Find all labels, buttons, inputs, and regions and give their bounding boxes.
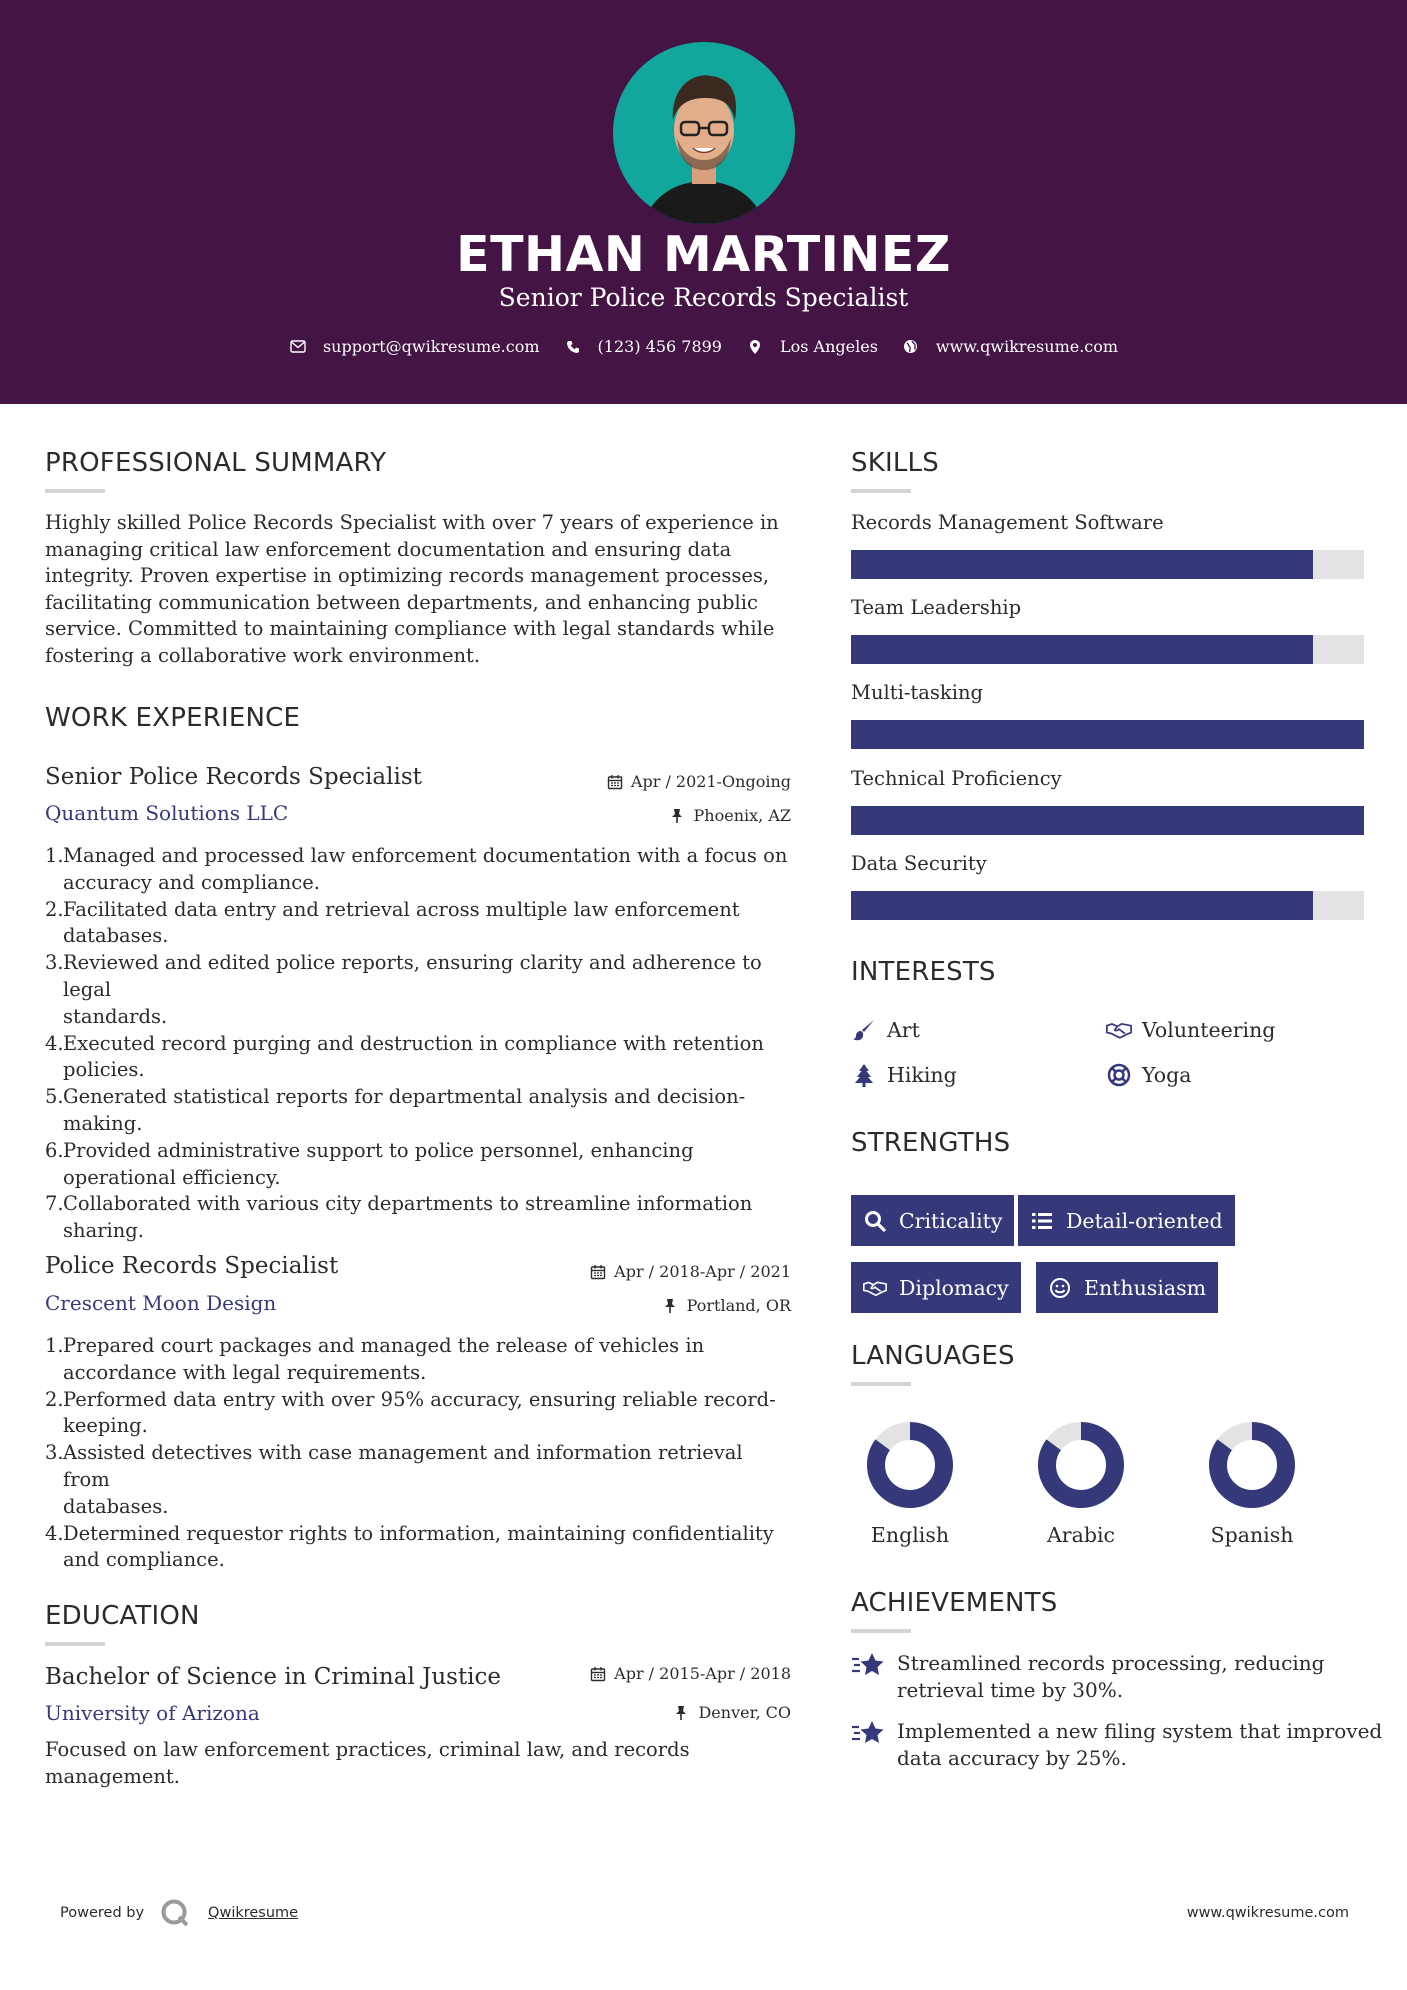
interest-item xyxy=(1106,1017,1275,1043)
list-item: 4. Determined requestor rights to information, maintaining confidentiality and compliance. xyxy=(45,1521,774,1572)
brand-link[interactable]: Qwikresume xyxy=(208,1905,299,1921)
achievement-line: Implemented a new filing system that improved xyxy=(897,1719,1383,1743)
job-location xyxy=(500,806,791,825)
skill-bar-fill xyxy=(851,550,1313,579)
contact-website[interactable] xyxy=(902,337,1118,356)
languages-heading-rule xyxy=(851,1382,911,1386)
skill-label: Team Leadership xyxy=(851,596,1022,619)
skill-bar-fill xyxy=(851,806,1364,835)
education-description: Focused on law enforcement practices, criminal law, and records management. xyxy=(45,1738,690,1788)
language-label: English xyxy=(870,1523,950,1547)
pushpin-icon xyxy=(670,808,686,824)
strength-tag xyxy=(1018,1195,1235,1246)
contact-email-text: support@qwikresume.com xyxy=(322,337,540,356)
smile-icon xyxy=(1048,1276,1072,1300)
candidate-name: ETHAN MARTINEZ xyxy=(456,226,951,283)
contact-location xyxy=(746,337,878,356)
language-label: Spanish xyxy=(1210,1523,1294,1547)
map-pin-icon xyxy=(746,338,764,356)
job-location-text: Portland, OR xyxy=(686,1296,791,1315)
languages-heading: LANGUAGES xyxy=(851,1341,1015,1371)
experience-heading: WORK EXPERIENCE xyxy=(45,703,301,733)
job-location-text: Phoenix, AZ xyxy=(693,806,791,825)
skill-bar-fill xyxy=(851,635,1313,664)
skill-bar-fill xyxy=(851,720,1364,749)
pushpin-icon xyxy=(674,1705,690,1721)
summary-heading-rule xyxy=(45,489,105,493)
education-location xyxy=(500,1703,791,1722)
job-title: Police Records Specialist xyxy=(45,1253,339,1279)
calendar-icon xyxy=(607,774,623,790)
list-item: 2. Facilitated data entry and retrieval across multiple law enforcement databases. xyxy=(45,897,740,948)
strength-label: Diplomacy xyxy=(899,1275,1009,1300)
interest-label: Yoga xyxy=(1142,1063,1192,1087)
list-item: 2. Performed data entry with over 95% accuracy, ensuring reliable record- keeping. xyxy=(45,1387,776,1438)
language-chart xyxy=(1192,1420,1312,1510)
language-donut xyxy=(1036,1420,1126,1510)
envelope-icon xyxy=(289,338,307,356)
interest-item xyxy=(1106,1062,1191,1088)
contact-website-text: www.qwikresume.com xyxy=(935,337,1119,356)
list-icon xyxy=(1030,1209,1054,1233)
school-name: University of Arizona xyxy=(45,1701,260,1725)
candidate-role: Senior Police Records Specialist xyxy=(498,283,909,312)
job-duties-list xyxy=(45,1333,795,1574)
summary-line: facilitating communication between departments, and enhancing public xyxy=(45,590,758,614)
calendar-icon xyxy=(590,1264,606,1280)
skill-bar xyxy=(851,720,1364,749)
handshake-icon xyxy=(863,1276,887,1300)
pushpin-icon xyxy=(663,1298,679,1314)
list-item: 7. Collaborated with various city departments to streamline information sharing. xyxy=(45,1192,753,1243)
education-heading-rule xyxy=(45,1642,105,1646)
globe-icon xyxy=(902,338,920,356)
job-dates-text: Apr / 2018-Apr / 2021 xyxy=(614,1262,791,1281)
star-icon xyxy=(851,1718,885,1750)
contact-bar xyxy=(0,337,1407,356)
search-icon xyxy=(863,1209,887,1233)
achievements-heading: ACHIEVEMENTS xyxy=(851,1588,1058,1618)
strength-label: Detail-oriented xyxy=(1066,1208,1223,1233)
achievement-item xyxy=(851,1650,1324,1704)
skill-label: Data Security xyxy=(851,852,987,875)
strength-tag xyxy=(1036,1262,1218,1313)
skill-label: Multi-tasking xyxy=(851,681,983,704)
job-title: Senior Police Records Specialist xyxy=(45,764,422,790)
strength-label: Criticality xyxy=(899,1208,1003,1233)
contact-location-text: Los Angeles xyxy=(779,337,878,356)
language-donut xyxy=(1207,1420,1297,1510)
contact-phone-text: (123) 456 7899 xyxy=(597,337,722,356)
skill-bar-fill xyxy=(851,891,1313,920)
skill-bar xyxy=(851,635,1364,664)
list-item: 1. Prepared court packages and managed the release of vehicles in accordance with legal requirements. xyxy=(45,1334,705,1384)
summary-line: fostering a collaborative work environment. xyxy=(45,643,481,667)
education-location-text: Denver, CO xyxy=(698,1703,791,1722)
job-dates-text: Apr / 2021-Ongoing xyxy=(630,772,791,791)
summary-line: integrity. Proven expertise in optimizing records management processes, xyxy=(45,564,770,588)
language-donut xyxy=(865,1420,955,1510)
paintbrush-icon xyxy=(851,1017,877,1043)
language-chart xyxy=(850,1420,970,1510)
list-item: 5. Generated statistical reports for departmental analysis and decision- making. xyxy=(45,1085,746,1135)
language-chart xyxy=(1021,1420,1141,1510)
language-label: Arabic xyxy=(1047,1523,1115,1547)
summary-line: Highly skilled Police Records Specialist with over 7 years of experience in xyxy=(45,511,779,534)
achievement-line: Streamlined records processing, reducing xyxy=(897,1651,1325,1675)
list-item: 4. Executed record purging and destruction in compliance with retention policies. xyxy=(45,1031,764,1082)
contact-phone[interactable] xyxy=(564,337,722,356)
degree-title: Bachelor of Science in Criminal Justice xyxy=(45,1664,502,1690)
interest-item xyxy=(851,1062,957,1088)
achievement-item xyxy=(851,1718,1382,1772)
summary-line: managing critical law enforcement documentation and ensuring data xyxy=(45,537,732,561)
calendar-icon xyxy=(590,1666,606,1682)
footer-url[interactable]: www.qwikresume.com xyxy=(1186,1905,1349,1921)
skill-label: Technical Proficiency xyxy=(851,767,1062,790)
list-item: 3. Assisted detectives with case management and information retrieval from databases. xyxy=(45,1441,743,1518)
resume-header xyxy=(0,0,1407,404)
interest-label: Art xyxy=(887,1018,920,1042)
list-item: 6. Provided administrative support to police personnel, enhancing operational efficiency. xyxy=(45,1138,694,1189)
profile-photo xyxy=(613,42,795,224)
footer-powered-by xyxy=(60,1898,298,1928)
strength-tag xyxy=(851,1262,1021,1313)
interest-item xyxy=(851,1017,920,1043)
job-dates xyxy=(500,772,791,791)
education-heading: EDUCATION xyxy=(45,1601,200,1631)
star-icon xyxy=(851,1650,885,1682)
achievement-line: data accuracy by 25%. xyxy=(897,1745,1127,1770)
list-item: 1. Managed and processed law enforcement documentation with a focus on accuracy and compliance. xyxy=(45,844,788,894)
contact-email[interactable] xyxy=(289,337,540,356)
job-dates xyxy=(500,1262,791,1281)
strengths-heading: STRENGTHS xyxy=(851,1128,1011,1158)
interest-label: Hiking xyxy=(887,1063,957,1087)
achievements-heading-rule xyxy=(851,1629,911,1633)
qwikresume-logo-icon[interactable] xyxy=(160,1898,190,1928)
strength-label: Enthusiasm xyxy=(1084,1275,1207,1300)
achievement-line: retrieval time by 30%. xyxy=(897,1677,1124,1702)
job-location xyxy=(500,1296,791,1315)
skill-bar xyxy=(851,550,1364,579)
handshake-icon xyxy=(1106,1017,1132,1043)
strength-tag xyxy=(851,1195,1014,1246)
skill-bar xyxy=(851,806,1364,835)
powered-by-text: Powered by xyxy=(60,1905,145,1921)
job-duties-list xyxy=(45,843,795,1245)
education-dates-text: Apr / 2015-Apr / 2018 xyxy=(614,1664,791,1683)
phone-icon xyxy=(564,338,582,356)
education-dates xyxy=(500,1664,791,1683)
summary-heading: PROFESSIONAL SUMMARY xyxy=(45,448,387,478)
tree-icon xyxy=(851,1062,877,1088)
skill-label: Records Management Software xyxy=(851,511,1164,534)
skills-heading-rule xyxy=(851,489,911,493)
lifebuoy-icon xyxy=(1106,1062,1132,1088)
job-company: Crescent Moon Design xyxy=(45,1291,277,1315)
summary-text xyxy=(45,510,785,670)
skill-bar xyxy=(851,891,1364,920)
interest-label: Volunteering xyxy=(1142,1018,1276,1042)
summary-line: service. Committed to maintaining compliance with legal standards while xyxy=(45,617,775,641)
skills-heading: SKILLS xyxy=(851,448,939,478)
interests-heading: INTERESTS xyxy=(851,957,996,987)
list-item: 3. Reviewed and edited police reports, ensuring clarity and adherence to legal standards. xyxy=(45,951,762,1028)
job-company: Quantum Solutions LLC xyxy=(45,801,289,825)
